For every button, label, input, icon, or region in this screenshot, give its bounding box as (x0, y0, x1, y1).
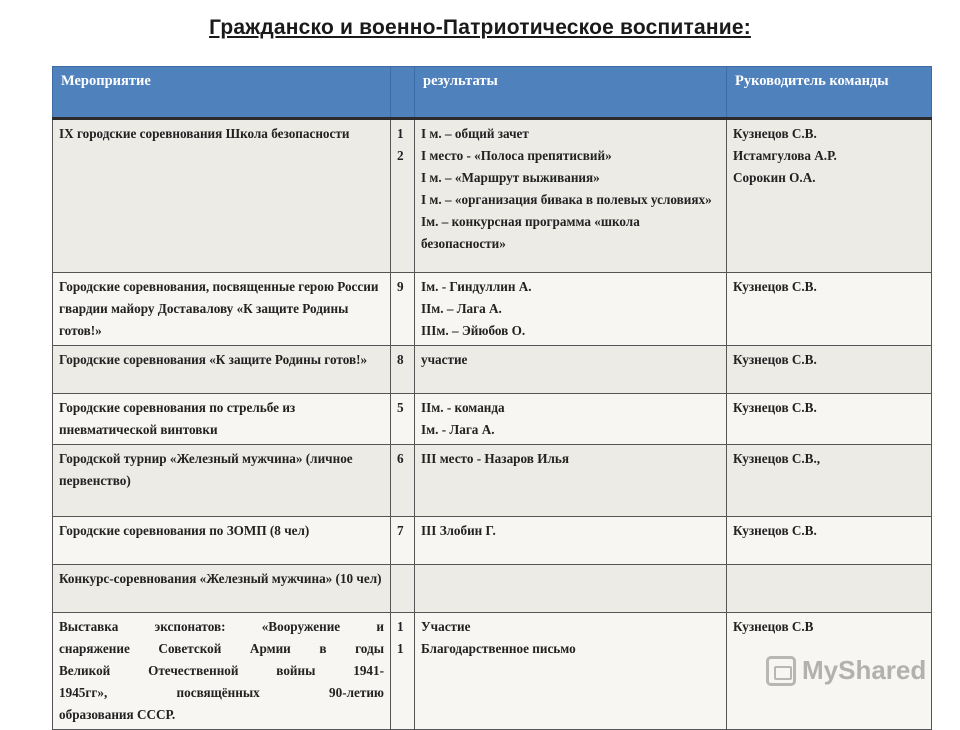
cell-leader: Кузнецов С.В. (727, 273, 932, 346)
cell-leader: Кузнецов С.В. (727, 394, 932, 445)
cell-event: IX городские соревнования Школа безопасности (53, 119, 391, 273)
cell-leader: Кузнецов С.В. Истамгулова А.Р. Сорокин О.А. (727, 119, 932, 273)
cell-event: Городской турнир «Железный мужчина» (личное первенство) (53, 445, 391, 517)
myshared-logo-icon (766, 656, 796, 686)
table-row (53, 119, 932, 273)
header-event: Мероприятие (53, 67, 391, 119)
table-header-row (53, 67, 932, 119)
table-row (53, 346, 932, 394)
cell-place: 1 2 (391, 119, 415, 273)
cell-leader: Кузнецов С.В., (727, 445, 932, 517)
cell-leader: Кузнецов С.В. (727, 346, 932, 394)
header-leader: Руководитель команды (727, 67, 932, 119)
cell-place (391, 565, 415, 613)
cell-leader: Кузнецов С.В. (727, 517, 932, 565)
cell-place: 9 (391, 273, 415, 346)
cell-place: 5 (391, 394, 415, 445)
cell-place: 7 (391, 517, 415, 565)
cell-event: Выставка экспонатов: «Вооружение и снаряжение Советской Армии в годы Великой Отечественной войны 1941- 1945гг», посвящённых 90-летию образования СССР. (53, 613, 391, 730)
cell-leader (727, 565, 932, 613)
cell-results: IIм. - команда Iм. - Лага А. (415, 394, 727, 445)
cell-results: Участие Благодарственное письмо (415, 613, 727, 730)
cell-event: Конкурс-соревнования «Железный мужчина» (10 чел) (53, 565, 391, 613)
cell-event: Городские соревнования по стрельбе из пневматической винтовки (53, 394, 391, 445)
table-row (53, 517, 932, 565)
watermark-text: MyShared (802, 655, 927, 685)
table-row (53, 273, 932, 346)
cell-results: III Злобин Г. (415, 517, 727, 565)
cell-event: Городские соревнования, посвященные герою России гвардии майору Доставалову «К защите Родины готов!» (53, 273, 391, 346)
cell-results: I м. – общий зачет I место - «Полоса препятисвий» I м. – «Маршрут выживания» I м. – «организация бивака в полевых условиях» Iм. – конкурсная программа «школа безопасности» (415, 119, 727, 273)
header-results: результаты (415, 67, 727, 119)
cell-place: 8 (391, 346, 415, 394)
cell-place: 1 1 (391, 613, 415, 730)
page-title: Гражданско и военно-Патриотическое воспитание: (209, 16, 751, 39)
table-row (53, 445, 932, 517)
cell-event: Городские соревнования по ЗОМП (8 чел) (53, 517, 391, 565)
cell-results: III место - Назаров Илья (415, 445, 727, 517)
cell-results (415, 565, 727, 613)
cell-results: Iм. - Гиндуллин А. IIм. – Лага А. IIIм. – Эйюбов О. (415, 273, 727, 346)
cell-event: Городские соревнования «К защите Родины готов!» (53, 346, 391, 394)
cell-results: участие (415, 346, 727, 394)
watermark (766, 655, 926, 686)
header-place (391, 67, 415, 119)
cell-leader: Кузнецов С.В (727, 613, 932, 730)
events-table (52, 66, 932, 730)
cell-place: 6 (391, 445, 415, 517)
table-row (53, 394, 932, 445)
table-row (53, 565, 932, 613)
